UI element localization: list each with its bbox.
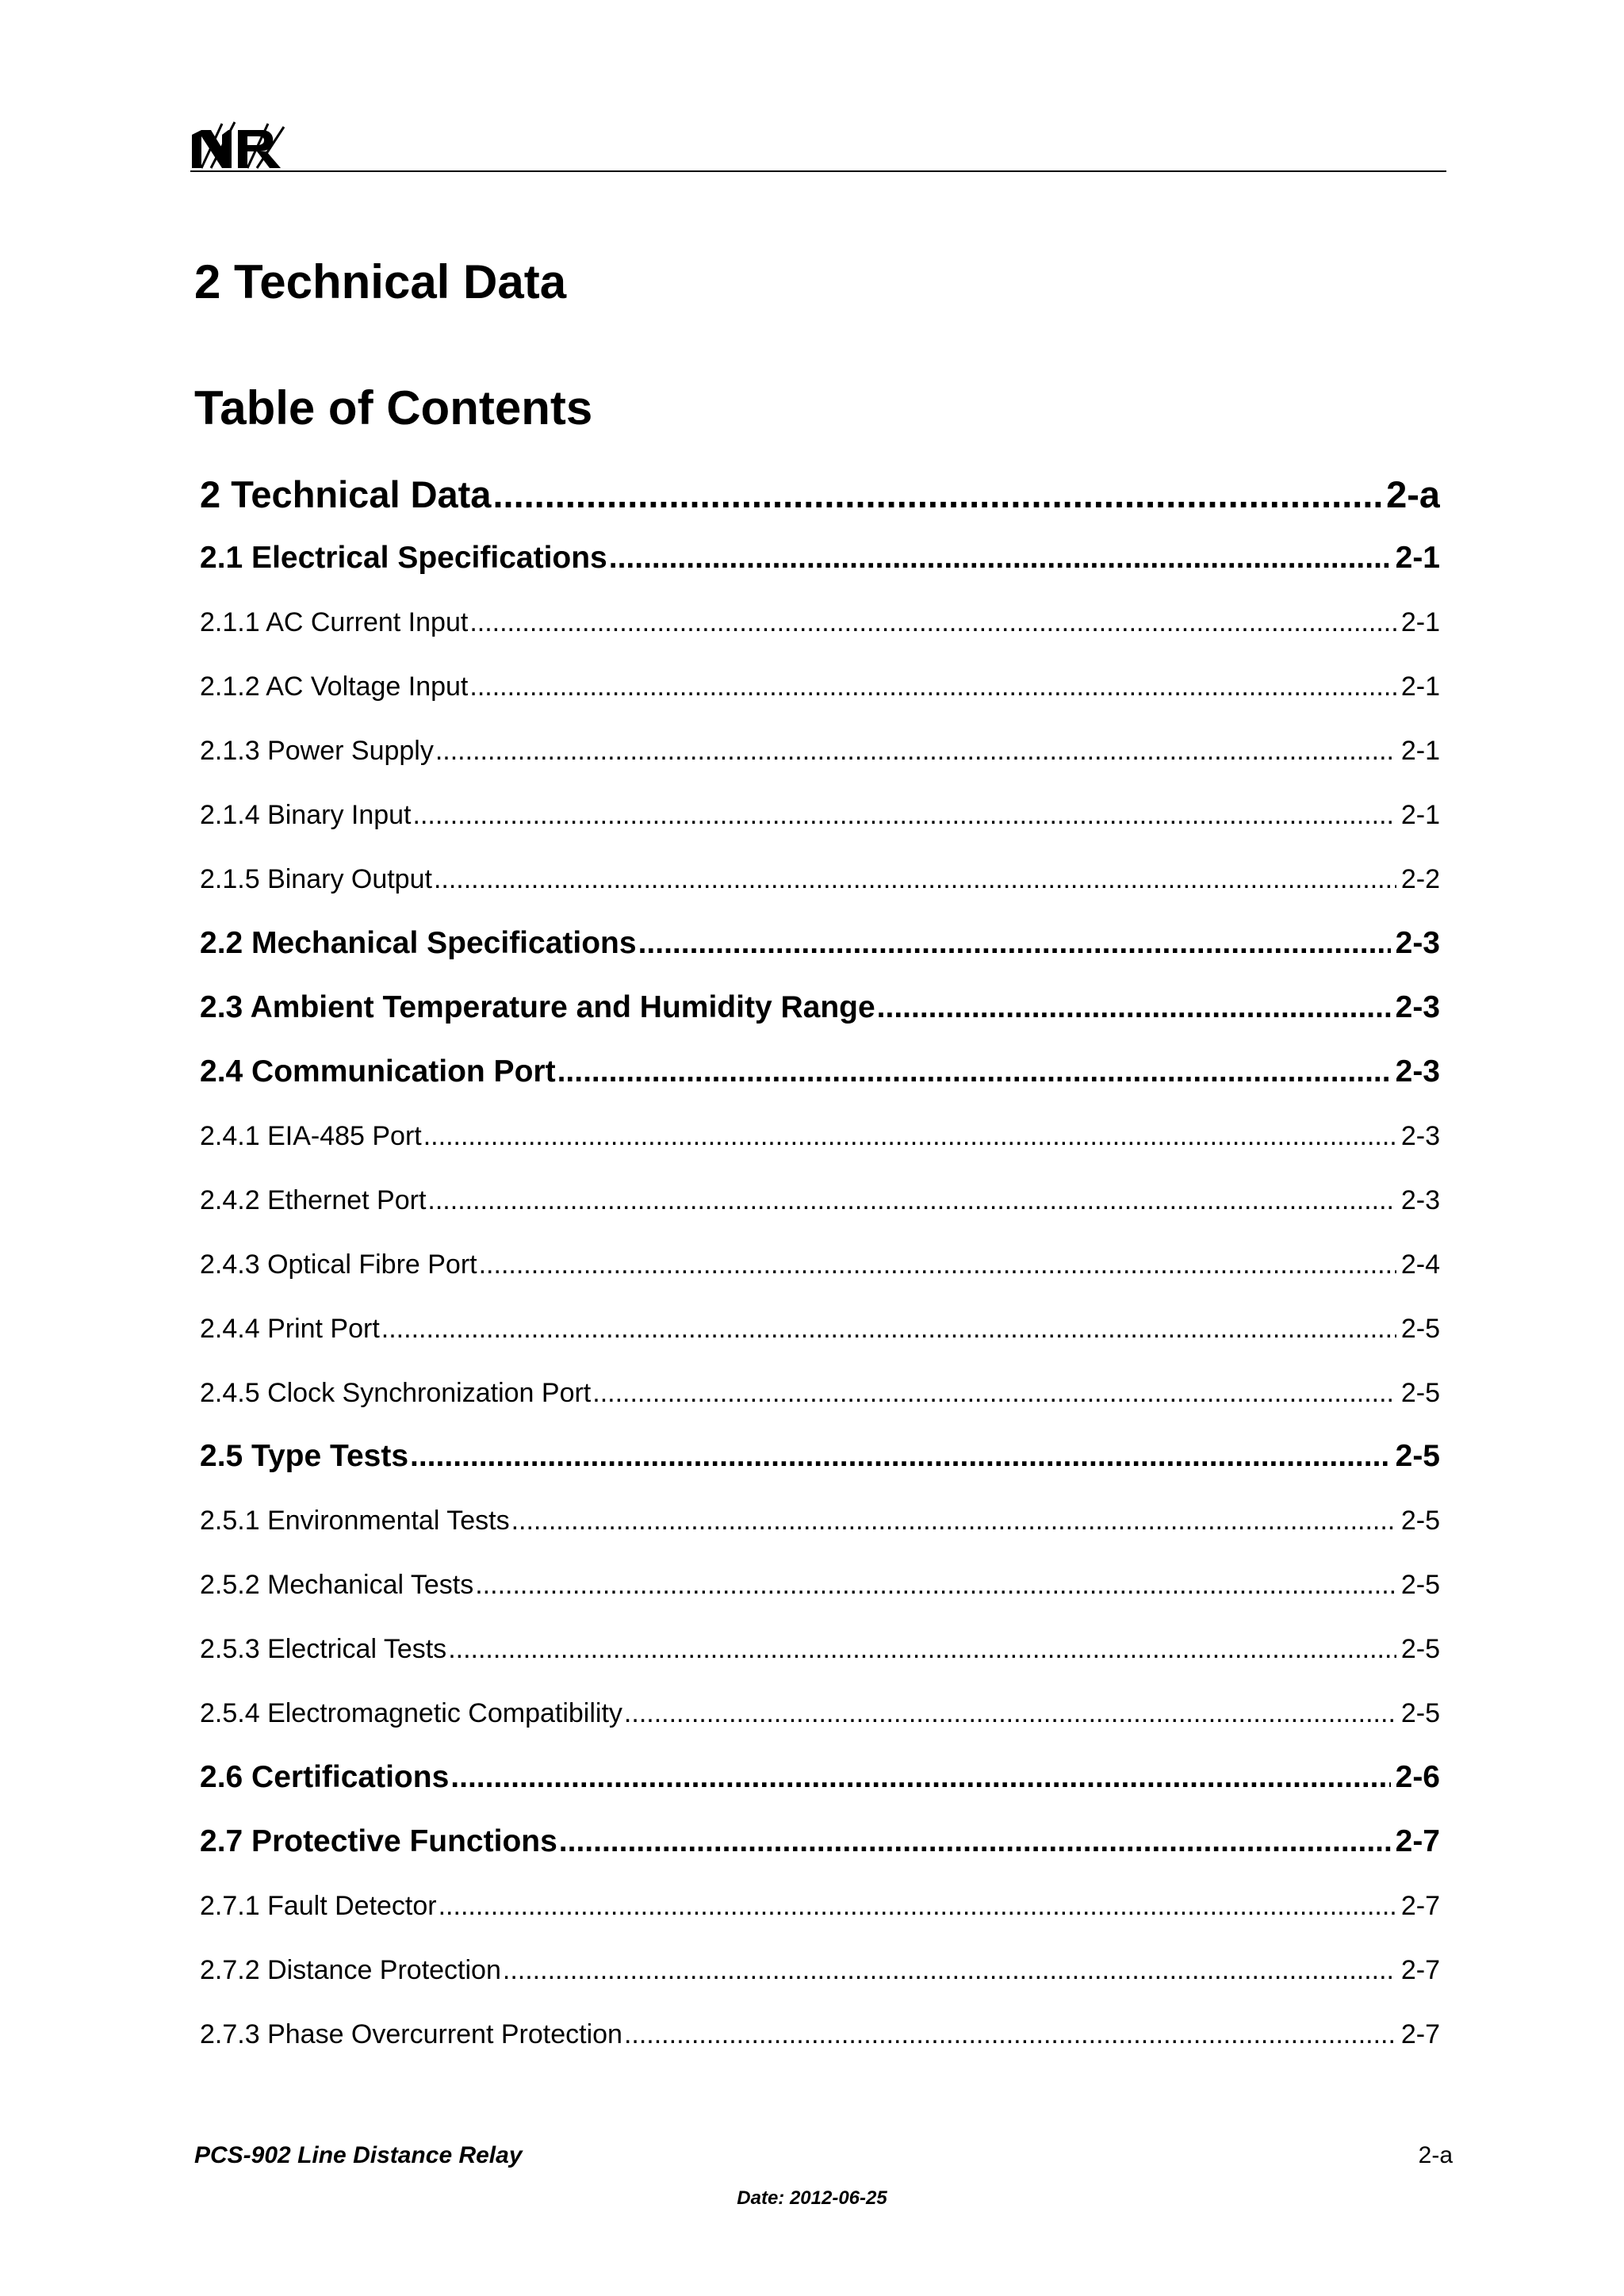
toc-dot-leader <box>624 2017 1396 2052</box>
toc-entry-title: 2.7 Protective Functions <box>200 1824 557 1858</box>
toc-entry[interactable] <box>200 1953 1440 1988</box>
toc-dot-leader <box>503 1953 1396 1988</box>
toc-entry[interactable] <box>200 798 1440 832</box>
toc-entry[interactable] <box>200 1183 1440 1218</box>
toc-entry-title: 2.4.5 Clock Synchronization Port <box>200 1378 592 1408</box>
toc-entry[interactable] <box>200 471 1440 519</box>
toc-entry-title: 2.1 Electrical Specifications <box>200 541 607 575</box>
toc-dot-leader <box>434 862 1396 897</box>
toc-entry[interactable] <box>200 1376 1440 1410</box>
toc-dot-leader <box>435 733 1396 768</box>
toc-entry-title: 2.1.4 Binary Input <box>200 800 412 830</box>
footer-date: Date: 2012-06-25 <box>737 2187 887 2209</box>
toc-entry-title: 2.7.2 Distance Protection <box>200 1955 501 1985</box>
toc-entry-page: 2-5 <box>1400 1378 1440 1408</box>
toc-dot-leader <box>479 1247 1396 1282</box>
toc-entry-page: 2-5 <box>1400 1698 1440 1728</box>
toc-entry-page: 2-1 <box>1400 607 1440 637</box>
toc-entry-title: 2.7.3 Phase Overcurrent Protection <box>200 2019 622 2049</box>
toc-entry[interactable] <box>200 538 1440 578</box>
toc-entry-page: 2-7 <box>1400 2019 1440 2049</box>
toc-entry-title: 2.1.3 Power Supply <box>200 736 434 766</box>
toc-entry-page: 2-5 <box>1400 1314 1440 1344</box>
toc-dot-leader <box>557 1052 1391 1092</box>
toc-entry-page: 2-5 <box>1400 1570 1440 1600</box>
toc-entry-page: 2-5 <box>1400 1634 1440 1664</box>
toc-entry-title: 2.5.1 Environmental Tests <box>200 1506 510 1536</box>
toc-entry[interactable] <box>200 1567 1440 1602</box>
toc-entry-title: 2.4.3 Optical Fibre Port <box>200 1249 477 1280</box>
toc-entry-page: 2-1 <box>1400 800 1440 830</box>
toc-entry-page: 2-5 <box>1395 1439 1440 1473</box>
toc-entry-page: 2-3 <box>1400 1185 1440 1215</box>
toc-entry-title: 2.4.2 Ethernet Port <box>200 1185 427 1215</box>
toc-entry-page: 2-6 <box>1395 1760 1440 1794</box>
toc-entry-title: 2 Technical Data <box>200 473 492 515</box>
header-rule <box>190 170 1446 172</box>
toc-dot-leader <box>624 1696 1396 1731</box>
nr-logo-icon <box>190 119 287 170</box>
toc-entry[interactable] <box>200 1758 1440 1797</box>
toc-entry[interactable] <box>200 862 1440 897</box>
toc-entry-title: 2.1.2 AC Voltage Input <box>200 672 469 702</box>
toc-entry[interactable] <box>200 988 1440 1027</box>
toc-entry[interactable] <box>200 924 1440 963</box>
toc-entry-title: 2.5.4 Electromagnetic Compatibility <box>200 1698 622 1728</box>
toc-entry[interactable] <box>200 1119 1440 1154</box>
toc-dot-leader <box>592 1376 1396 1410</box>
toc-entry[interactable] <box>200 1052 1440 1092</box>
toc-dot-leader <box>559 1822 1391 1862</box>
toc-entry-title: 2.5 Type Tests <box>200 1439 409 1473</box>
toc-dot-leader <box>423 1119 1396 1154</box>
toc-entry-page: 2-4 <box>1400 1249 1440 1280</box>
toc-entry-page: 2-2 <box>1400 864 1440 894</box>
toc-dot-leader <box>381 1311 1396 1346</box>
toc-entry-page: 2-a <box>1386 473 1440 515</box>
toc-entry[interactable] <box>200 1632 1440 1667</box>
toc-entry-title: 2.5.3 Electrical Tests <box>200 1634 447 1664</box>
toc-entry[interactable] <box>200 733 1440 768</box>
toc-dot-leader <box>439 1888 1396 1923</box>
toc-entry[interactable] <box>200 1822 1440 1862</box>
toc-entry-title: 2.4 Communication Port <box>200 1054 556 1089</box>
footer-page-number: 2-a <box>1418 2142 1453 2168</box>
toc-entry-page: 2-3 <box>1395 926 1440 960</box>
toc-entry-page: 2-5 <box>1400 1506 1440 1536</box>
toc-entry[interactable] <box>200 1437 1440 1476</box>
toc-dot-leader <box>877 988 1391 1027</box>
toc-entry[interactable] <box>200 1696 1440 1731</box>
toc-entry-title: 2.1.1 AC Current Input <box>200 607 469 637</box>
toc-dot-leader <box>448 1632 1396 1667</box>
toc-dot-leader <box>511 1503 1396 1538</box>
toc-entry-title: 2.6 Certifications <box>200 1760 450 1794</box>
toc-entry-page: 2-1 <box>1400 736 1440 766</box>
toc-entry[interactable] <box>200 1311 1440 1346</box>
toc-entry-title: 2.4.4 Print Port <box>200 1314 380 1344</box>
toc-entry-title: 2.5.2 Mechanical Tests <box>200 1570 474 1600</box>
toc-entry[interactable] <box>200 1503 1440 1538</box>
toc-dot-leader <box>413 798 1396 832</box>
toc-dot-leader <box>427 1183 1396 1218</box>
toc-entry-title: 2.7.1 Fault Detector <box>200 1891 437 1921</box>
toc-dot-leader <box>450 1758 1390 1797</box>
toc-entry-page: 2-7 <box>1395 1824 1440 1858</box>
toc-dot-leader <box>410 1437 1391 1476</box>
toc-heading: Table of Contents <box>194 381 593 434</box>
toc-dot-leader <box>638 924 1391 963</box>
toc-entry[interactable] <box>200 2017 1440 2052</box>
toc-dot-leader <box>609 538 1391 578</box>
toc-entry[interactable] <box>200 669 1440 704</box>
toc-entry-page: 2-1 <box>1400 672 1440 702</box>
toc-entry[interactable] <box>200 605 1440 640</box>
toc-entry-title: 2.2 Mechanical Specifications <box>200 926 637 960</box>
toc-entry[interactable] <box>200 1247 1440 1282</box>
footer-product-name: PCS-902 Line Distance Relay <box>194 2142 523 2168</box>
toc-entry-page: 2-7 <box>1400 1955 1440 1985</box>
toc-entry-page: 2-3 <box>1400 1121 1440 1151</box>
toc-entry-title: 2.3 Ambient Temperature and Humidity Range <box>200 990 875 1024</box>
toc-entry-page: 2-7 <box>1400 1891 1440 1921</box>
toc-dot-leader <box>469 605 1396 640</box>
toc-entry-page: 2-1 <box>1395 541 1440 575</box>
toc-entry-page: 2-3 <box>1395 990 1440 1024</box>
toc-dot-leader <box>469 669 1396 704</box>
toc-entry-title: 2.4.1 EIA-485 Port <box>200 1121 422 1151</box>
toc-dot-leader <box>492 471 1381 519</box>
toc-entry-title: 2.1.5 Binary Output <box>200 864 432 894</box>
toc-entry-page: 2-3 <box>1395 1054 1440 1089</box>
chapter-title: 2 Technical Data <box>194 255 567 308</box>
toc-entry[interactable] <box>200 1888 1440 1923</box>
toc-dot-leader <box>475 1567 1396 1602</box>
